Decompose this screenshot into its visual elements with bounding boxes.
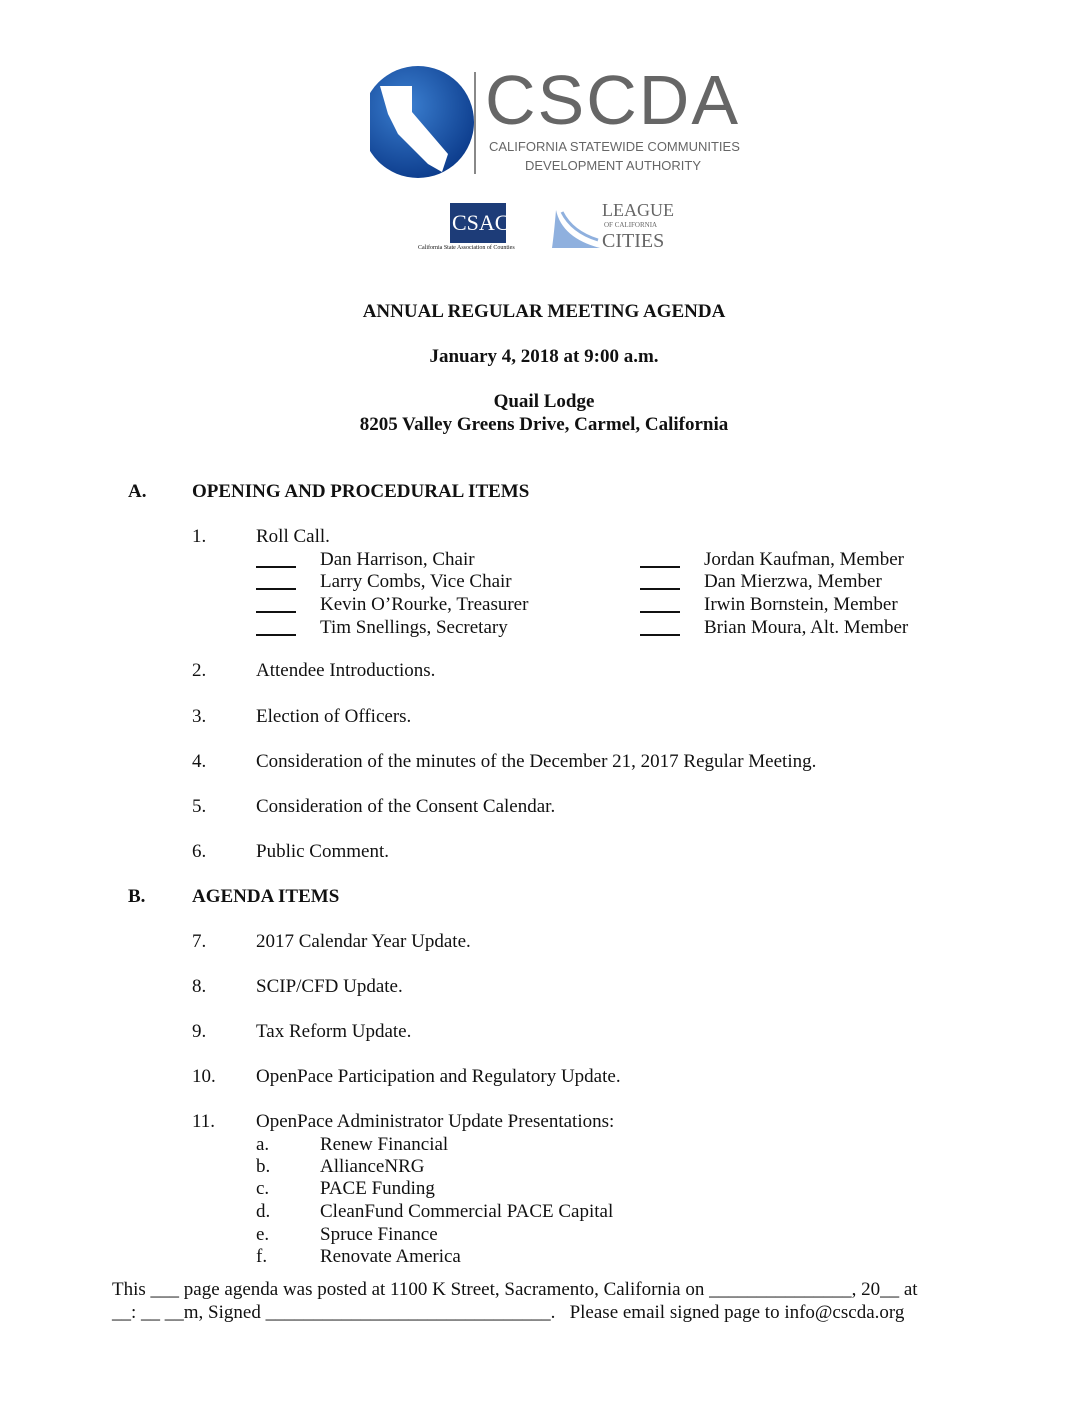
subitem-letter: c.: [256, 1178, 270, 1199]
member-name: Tim Snellings, Secretary: [320, 617, 508, 638]
subitem-letter: f.: [256, 1246, 268, 1267]
meeting-date: January 4, 2018 at 9:00 a.m.: [429, 346, 659, 367]
signature-blank: [640, 634, 680, 636]
league-text2: OF CALIFORNIA: [604, 221, 658, 229]
subitem-letter: e.: [256, 1224, 270, 1245]
item-number: 7.: [192, 931, 207, 952]
cscda-sub2: DEVELOPMENT AUTHORITY: [525, 158, 702, 173]
section-b-letter: B.: [128, 886, 146, 907]
meeting-venue: Quail Lodge: [493, 391, 595, 412]
signature-blank: [640, 566, 680, 568]
item-text: Election of Officers.: [256, 706, 412, 727]
footer-line1: This ___ page agenda was posted at 1100 K Street, Sacramento, California on _______________, 20__ at: [112, 1279, 918, 1300]
subitem-letter: d.: [256, 1201, 271, 1222]
cscda-sub1: CALIFORNIA STATEWIDE COMMUNITIES: [489, 139, 740, 154]
signature-blank: [640, 588, 680, 590]
california-seal-icon: [370, 64, 480, 184]
section-a-title: OPENING AND PROCEDURAL ITEMS: [192, 481, 530, 502]
item-text: Tax Reform Update.: [256, 1021, 412, 1042]
subitem-text: AllianceNRG: [320, 1156, 425, 1177]
member-name: Jordan Kaufman, Member: [704, 549, 904, 570]
league-text1: LEAGUE: [602, 200, 674, 220]
signature-blank: [256, 588, 296, 590]
subitem-text: PACE Funding: [320, 1178, 435, 1199]
subitem-text: Renovate America: [320, 1246, 461, 1267]
league-swoosh-icon: [552, 206, 600, 248]
signature-blank: [640, 611, 680, 613]
item-text: 2017 Calendar Year Update.: [256, 931, 471, 952]
item-number: 5.: [192, 796, 207, 817]
item-number: 6.: [192, 841, 207, 862]
item-text: Consideration of the minutes of the December 21, 2017 Regular Meeting.: [256, 751, 817, 772]
member-name: Brian Moura, Alt. Member: [704, 617, 909, 638]
csac-logo: CSAC: [450, 203, 506, 243]
item-text: Attendee Introductions.: [256, 660, 436, 681]
item-number: 4.: [192, 751, 207, 772]
csac-caption: California State Association of Counties: [418, 245, 515, 251]
member-name: Irwin Bornstein, Member: [704, 594, 898, 615]
signature-blank: [256, 634, 296, 636]
section-a-letter: A.: [128, 481, 147, 502]
meeting-title: ANNUAL REGULAR MEETING AGENDA: [362, 301, 726, 322]
item-number: 2.: [192, 660, 207, 681]
item-number: 8.: [192, 976, 207, 997]
item-text: OpenPace Participation and Regulatory Update.: [256, 1066, 621, 1087]
item-text: OpenPace Administrator Update Presentations:: [256, 1111, 615, 1132]
item-text: Roll Call.: [256, 526, 330, 547]
section-b-title: AGENDA ITEMS: [192, 886, 340, 907]
subitem-letter: b.: [256, 1156, 271, 1177]
signature-blank: [256, 566, 296, 568]
member-name: Kevin O’Rourke, Treasurer: [320, 594, 529, 615]
footer-line2: __: __ __m, Signed ______________________________. Please email signed page to info@cscda.org: [112, 1302, 905, 1323]
subitem-text: Renew Financial: [320, 1134, 449, 1155]
subitem-text: CleanFund Commercial PACE Capital: [320, 1201, 614, 1222]
league-text3: CITIES: [602, 230, 665, 252]
item-number: 9.: [192, 1021, 207, 1042]
item-number: 11.: [192, 1111, 216, 1132]
item-number: 1.: [192, 526, 207, 547]
member-name: Dan Mierzwa, Member: [704, 571, 882, 592]
subitem-text: Spruce Finance: [320, 1224, 438, 1245]
member-name: Larry Combs, Vice Chair: [320, 571, 512, 592]
item-text: Consideration of the Consent Calendar.: [256, 796, 556, 817]
item-text: SCIP/CFD Update.: [256, 976, 403, 997]
member-name: Dan Harrison, Chair: [320, 549, 475, 570]
item-text: Public Comment.: [256, 841, 389, 862]
subitem-letter: a.: [256, 1134, 270, 1155]
meeting-address: 8205 Valley Greens Drive, Carmel, California: [359, 414, 729, 435]
signature-blank: [256, 611, 296, 613]
item-number: 10.: [192, 1066, 216, 1087]
item-number: 3.: [192, 706, 207, 727]
cscda-wordmark: CSCDA: [485, 61, 741, 139]
